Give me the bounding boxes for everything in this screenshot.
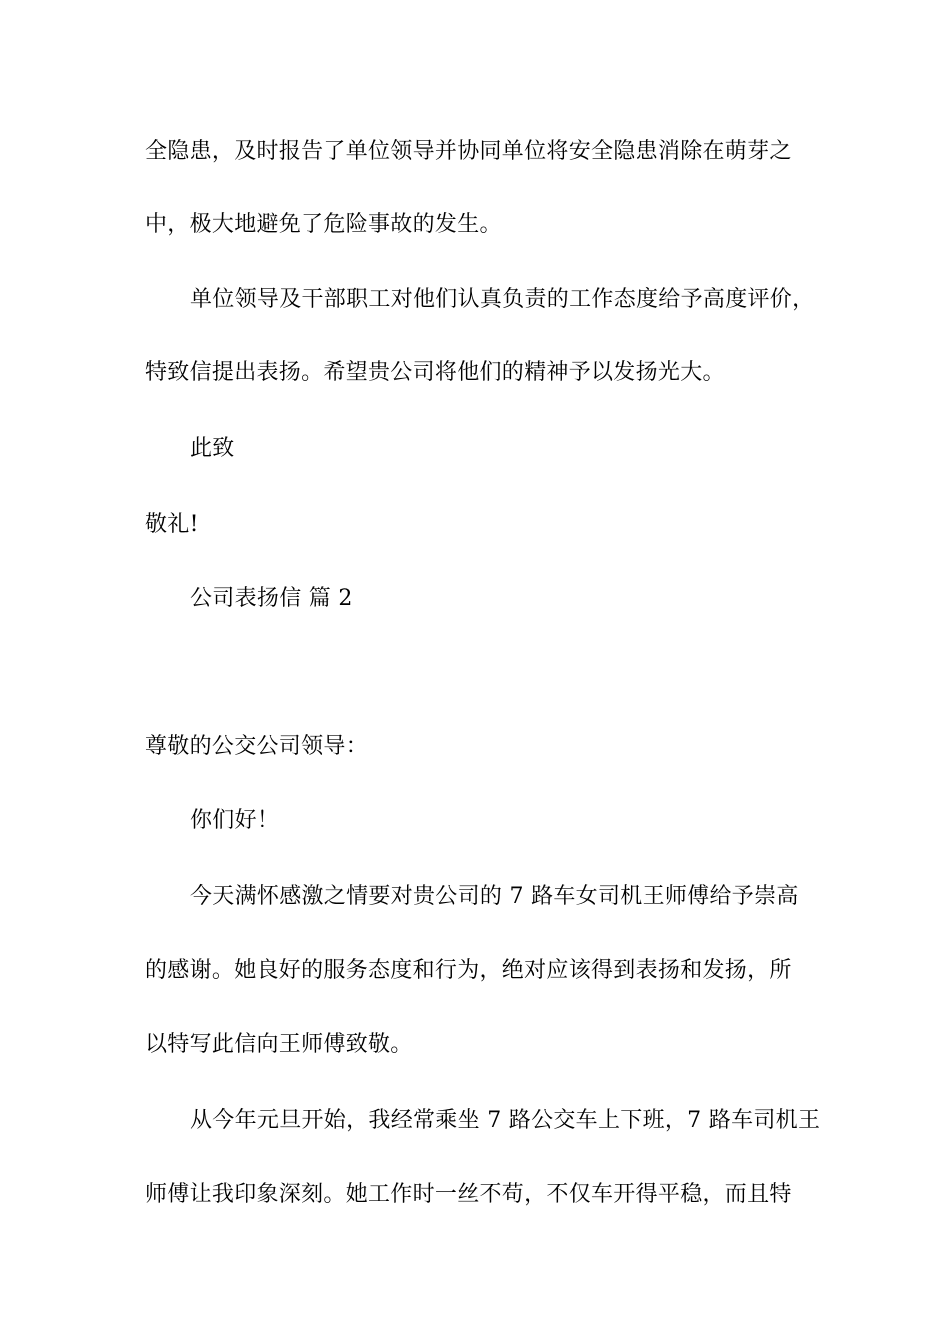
closing-regards: 敬礼! xyxy=(145,512,199,537)
text-line-3: 单位领导及干部职工对他们认真负责的工作态度给予高度评价， xyxy=(190,287,815,312)
section-heading: 公司表扬信 篇 2 xyxy=(190,586,353,611)
text-line-10: 今天满怀感激之情要对贵公司的 7 路车女司机王师傅给予崇高 xyxy=(190,884,799,909)
text-line-13: 从今年元旦开始，我经常乘坐 7 路公交车上下班，7 路车司机王 xyxy=(190,1108,821,1133)
text-line-12: 以特写此信向王师傅致敬。 xyxy=(145,1032,413,1057)
text-line-2: 中，极大地避免了危险事故的发生。 xyxy=(145,212,502,237)
text-line-14: 师傅让我印象深刻。她工作时一丝不苟，不仅车开得平稳，而且特 xyxy=(145,1182,792,1207)
letter-greeting: 尊敬的公交公司领导： xyxy=(145,734,369,759)
text-line-11: 的感谢。她良好的服务态度和行为，绝对应该得到表扬和发扬，所 xyxy=(145,958,792,983)
text-line-4: 特致信提出表扬。希望贵公司将他们的精神予以发扬光大。 xyxy=(145,360,725,385)
letter-hello: 你们好！ xyxy=(190,808,280,833)
text-line-1: 全隐患，及时报告了单位领导并协同单位将安全隐患消除在萌芽之 xyxy=(145,139,792,164)
closing-salutation: 此致 xyxy=(190,436,235,461)
